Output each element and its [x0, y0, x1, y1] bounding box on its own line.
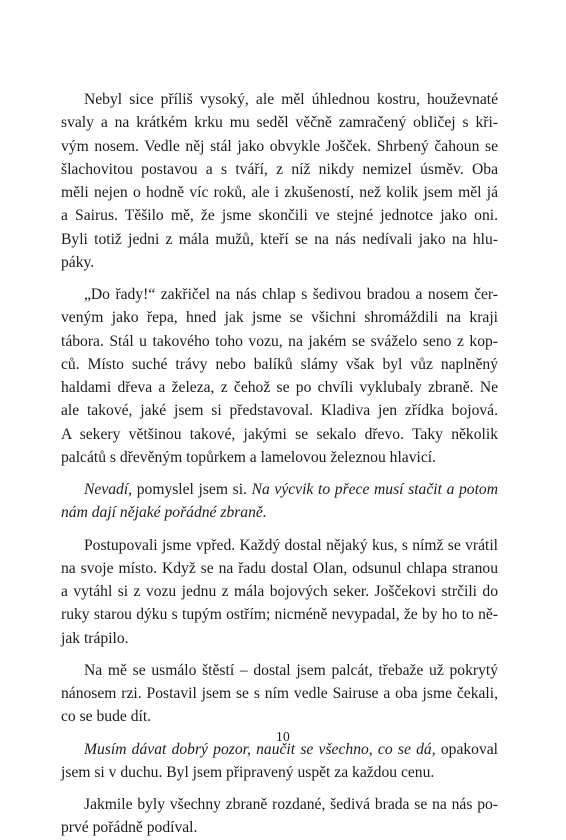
text-line: ruky starou dýku s tupým ostřím; nicméně nevypadal, že by ho to ně-: [61, 606, 498, 624]
page-number: 10: [275, 729, 291, 744]
paragraph-4: [61, 534, 498, 650]
paragraph-3: [61, 478, 498, 525]
text-line: Na mě se usmálo štěstí – dostal jsem palcát, třebaže už pokrytý: [84, 661, 498, 679]
text-line: jsem si v duchu. Byl jsem připravený uspět za každou cenu.: [61, 763, 435, 781]
text-line: Postupovali jsme vpřed. Každý dostal nějaký kus, s nímž se vrátil: [84, 536, 498, 554]
paragraph-2: [61, 283, 498, 469]
text-line: Jakmile byly všechny zbraně rozdané, šedivá brada se na nás po-: [84, 796, 498, 813]
text-line: ale takové, jaké jsem si představoval. Kladiva jen zřídka bojová.: [61, 402, 498, 420]
narration: pomyslel jsem si.: [132, 481, 252, 498]
text-line: veným jako řepa, hned jak jsme se všichni shromáždili na kraji: [61, 309, 498, 327]
text-line: palcátů s dřevěným topůrkem a lamelovou železnou hlavicí.: [61, 448, 436, 466]
body-text: [61, 88, 498, 840]
text-line: A sekery většinou takové, jakými se sekalo dřevo. Taky několik: [61, 425, 498, 443]
italic-thought: nám dají nějaké pořádné zbraně.: [61, 504, 267, 522]
text-line: páky.: [61, 253, 95, 271]
text-line: a vytáhl si z vozu jednu z mála bojových seker. Joščekovi strčili do: [61, 583, 498, 600]
paragraph-5: [61, 659, 498, 729]
text-line: ců. Místo suché trávy nebo balíků slámy však byl vůz naplněný: [61, 355, 498, 373]
italic-thought: Na výcvik to přece musí stačit a potom: [251, 481, 498, 498]
text-line: haldami dřeva a železa, z čehož se po chvíli vyklubaly zbraně. Ne: [61, 379, 498, 396]
italic-thought: Nevadí,: [84, 481, 133, 498]
text-line: měli nejen o hodně víc roků, ale i zkušeností, než kolik jsem měl já: [61, 184, 498, 201]
text-line: a Sairus. Těšilo mě, že jsme skončili ve stejné jednotce jako oni.: [61, 207, 498, 225]
text-line: šlachovitou postavou a s tváří, z níž nikdy nemizel úsměv. Oba: [61, 160, 498, 178]
text-line: prvé pořádně podíval.: [61, 819, 198, 837]
text-line: jak trápilo.: [61, 629, 129, 647]
text-line: nánosem rzi. Postavil jsem se s ním vedle Sairuse a oba jsme čekali,: [61, 685, 498, 702]
text-line: svaly a na krátkém krku mu seděl věčně zamračený obličej s kři-: [61, 114, 498, 132]
text-line: „Do řady!“ zakřičel na nás chlap s šedivou bradou a nosem čer-: [84, 286, 498, 303]
text-line: na svoje místo. Když se na řadu dostal Olan, odsunul chlapa stranou: [61, 559, 498, 577]
italic-thought: Musím dávat dobrý pozor, naučit se všechno, co se dá,: [84, 740, 436, 758]
narration: opakoval: [435, 740, 499, 758]
text-line: co se bude dít.: [61, 708, 152, 726]
text-line: Nebyl sice příliš vysoký, ale měl úhlednou kostru, houževnaté: [84, 91, 498, 108]
text-line: tábora. Stál u takového toho vozu, na jakém se sváželo seno z kop-: [61, 332, 498, 350]
text-line: vým nosem. Vedle něj stál jako obvykle Jošček. Shrbený čahoun se: [61, 137, 498, 155]
text-line: Byli totiž jedni z mála mužů, kteří se na nás nedívali jako na hlu-: [61, 230, 498, 248]
text-line: [61, 478, 498, 501]
paragraph-1: [61, 88, 498, 274]
